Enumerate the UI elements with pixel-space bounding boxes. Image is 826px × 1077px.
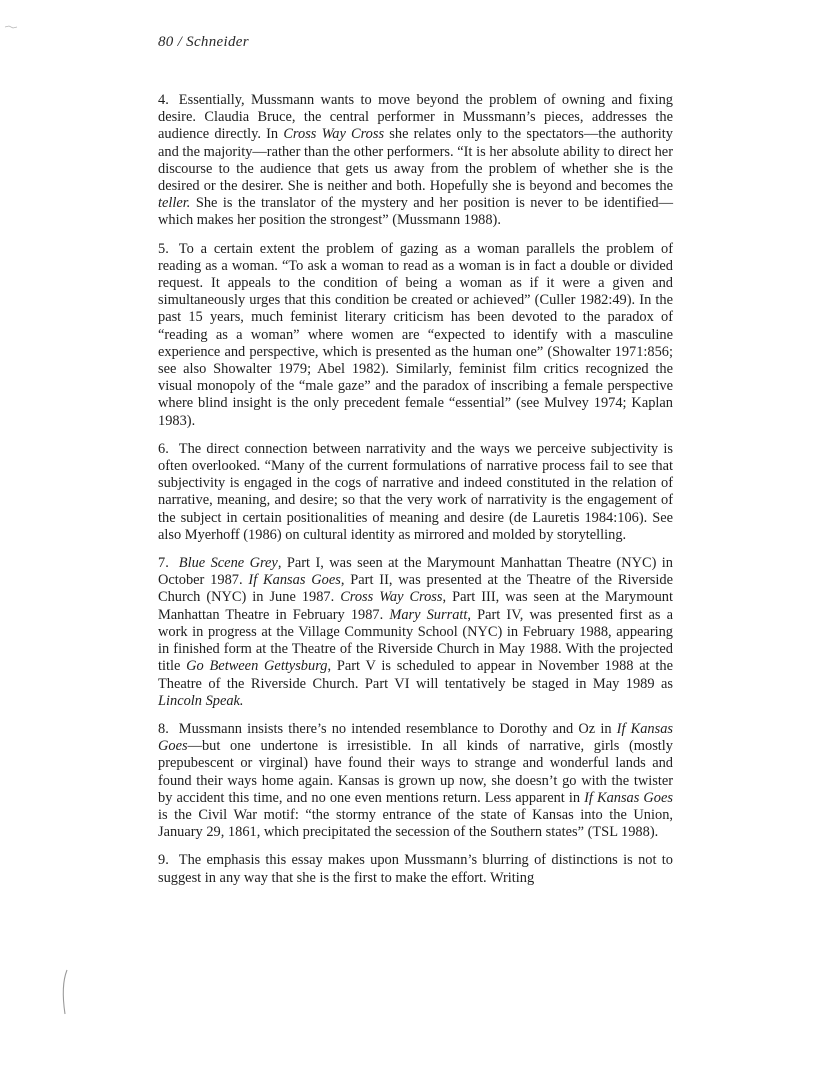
margin-pencil-mark [60,968,70,1016]
note-number: 5. [158,240,169,257]
endnote [158,241,673,430]
note-title-italic: Lincoln Speak. [158,692,244,709]
endnote [158,721,673,841]
note-text [158,241,673,429]
note-text [158,852,673,885]
note-title-italic: If Kansas Goes [248,572,341,589]
note-text-run: , Part III, was seen at the Marymount Manhattan Theatre in February 1987. [158,589,673,623]
note-title-italic: Cross Way Cross [340,589,443,606]
note-number: 4. [158,92,169,108]
note-text-run: , Part IV, was presented first as a work in progress at the Village Community School (NYC) in February 1988, appearing in finished form at the Theatre of the Riverside Church in May 1988. With the projected title [158,606,673,675]
note-text-run: —but one undertone is irresistible. In all kinds of narrative, girls (mostly prepubescent or virginal) have found their ways to strange and wonderful lands and found their ways home again. Kansas is grown up now, she doesn’t go with the twister by accident this time, and no one even mentions return. Less apparent in [158,738,673,806]
note-text-run: is the Civil War motif: “the stormy entrance of the state of Kansas into the Union, January 29, 1861, which precipitated the secession of the Southern states” (TSL 1988). [158,806,673,841]
note-text-run: The emphasis this essay makes upon Mussmann’s blurring of distinctions is not to suggest in any way that she is the first to make the effort. Writing [158,852,673,886]
note-text [158,92,673,228]
note-title-italic: If Kansas Goes [584,789,673,806]
note-text-run: Essentially, Mussmann wants to move beyond the problem of owning and fixing desire. Claudia Bruce, the central performer in Mussmann’s pieces, addresses the audience directly. In [158,92,673,143]
note-title-italic: If Kansas Goes [158,720,673,755]
note-title-italic: Go Between Gettysburg [186,658,328,675]
note-text-run: , Part I, was seen at the Marymount Manhattan Theatre (NYC) in October 1987. [158,555,673,589]
note-number: 6. [158,440,169,457]
note-text-run: she relates only to the spectators—the authority and the majority—rather than the other performers. “It is her absolute ability to direct her discourse to the audience that gets us away from the problem of whether she is the desired or the desirer. She is neither and both. Hopefully she is beyond and becomes the [158,126,674,195]
scan-speck [4,24,18,30]
endnote [158,92,673,230]
endnote [158,852,673,886]
note-text [158,555,673,709]
note-text-run: , Part II, was presented at the Theatre of the Riverside Church (NYC) in June 1987. [158,572,673,606]
note-text [158,721,673,840]
note-number: 9. [158,852,169,869]
running-head: 80 / Schneider [158,34,249,50]
note-text-run: The direct connection between narrativity and the ways we perceive subjectivity is often overlooked. “Many of the current formulations of narrative process fail to see that subjectivity is engaged in the cogs of narrative and indeed constituted in the relation of narrative, meaning, and desire; so that the very work of narrativity is the engagement of the subject in certain positionalities of meaning and desire (de Lauretis 1984:106). See also Myerhoff (1986) on cultural identity as mirrored and molded by storytelling. [158,440,673,543]
note-text-run: To a certain extent the problem of gazing as a woman parallels the problem of reading as a woman. “To ask a woman to read as a woman is in fact a double or divided request. It appeals to the condition of being a woman as if it were a given and simultaneously urges that this condition be created or achieved” (Culler 1982:49). In the past 15 years, much feminist literary criticism has been devoted to the paradox of “reading as a woman” where women are “expected to identify with a masculine experience and perspective, which is presented as the human one” (Showalter 1971:856; see also Showalter 1979; Abel 1982). Similarly, feminist film critics recognized the visual monopoly of the “male gaze” and the paradox of inscribing a female perspective where blind insight is the only precedent female “essential” (see Mulvey 1974; Kaplan 1983). [158,240,673,429]
note-title-italic: teller. [158,195,191,212]
note-title-italic: Mary Surratt [389,606,468,623]
note-title-italic: Blue Scene Grey [178,555,278,572]
note-number: 7. [158,555,169,572]
endnote [158,555,673,710]
note-text-run: She is the translator of the mystery and her position is never to be identified—which makes her position the strongest” (Mussmann 1988). [158,195,673,229]
endnote [158,441,673,544]
note-text-run: Mussmann insists there’s no intended resemblance to Dorothy and Oz in [178,720,617,737]
note-number: 8. [158,720,169,737]
note-title-italic: Cross Way Cross [283,126,385,143]
note-text-run: , Part V is scheduled to appear in November 1988 at the Theatre of the Riverside Church. Part VI will tentatively be staged in May 1989 as [158,658,673,692]
note-text [158,441,673,543]
endnotes [158,92,673,898]
